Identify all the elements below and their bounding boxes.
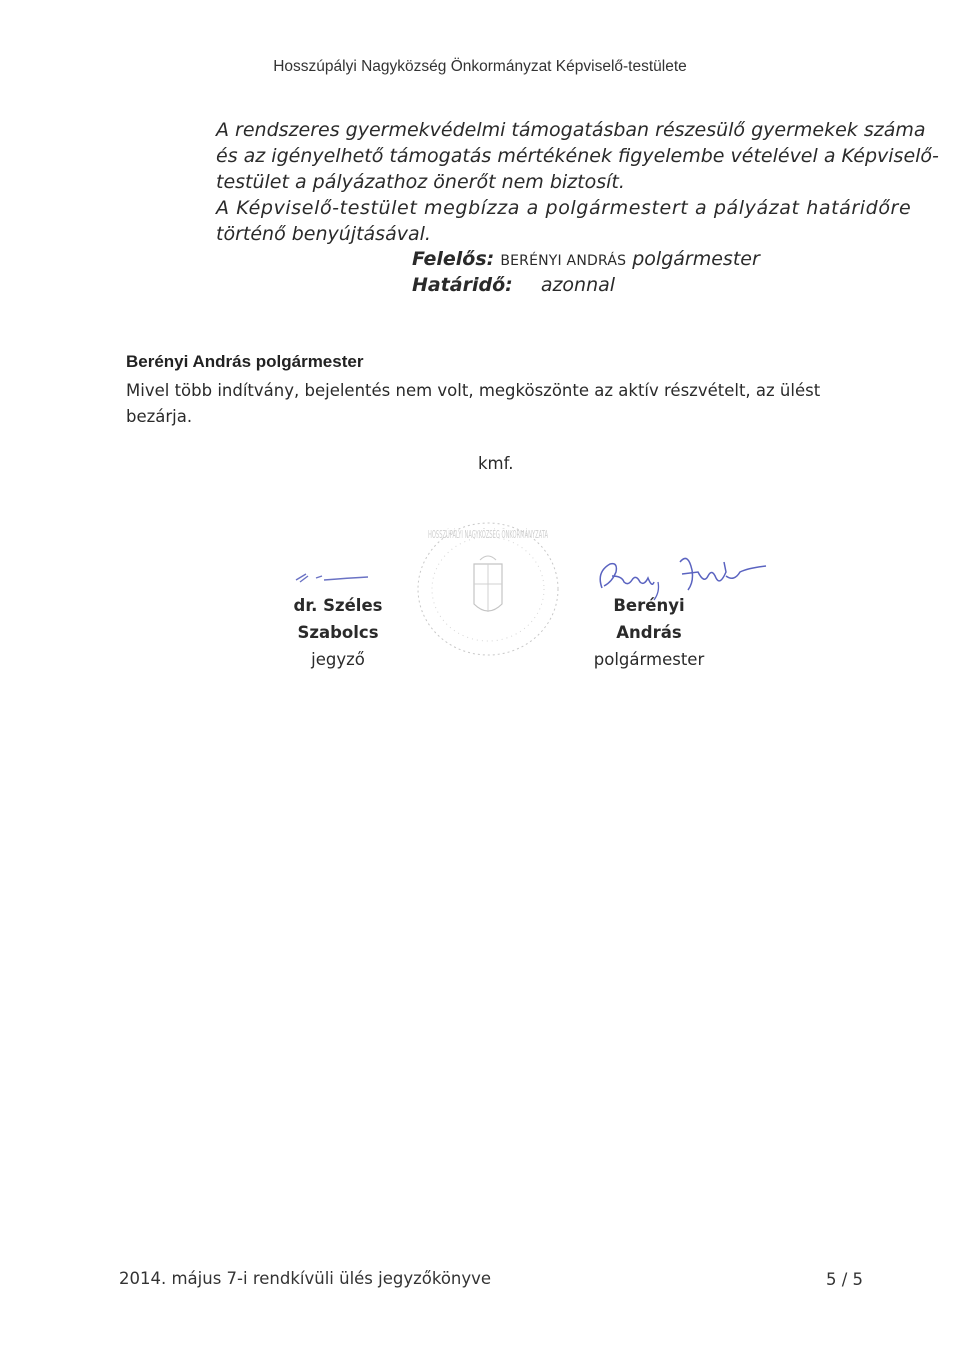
responsible-label: Felelős:	[412, 248, 495, 270]
resolution-line-2: és az igényelhető támogatás mértékének figyelembe vételével a Képviselő-	[216, 145, 939, 167]
closing-text: Mivel több indítvány, bejelentés nem volt, megköszönte az aktív részvételt, az ülést bezárja.	[126, 381, 821, 426]
kmf-label: kmf.	[478, 454, 514, 473]
page-header: Hosszúpályi Nagyközség Önkormányzat Képviselő-testülete	[273, 58, 687, 75]
resolution-line-4: A Képviselő-testület megbízza a polgármestert a pályázat határidőre	[216, 197, 912, 219]
notary-name: dr. Széles Szabolcs	[293, 596, 383, 642]
deadline-label: Határidő:	[412, 274, 513, 296]
resolution-line-3: testület a pályázathoz önerőt nem biztosít.	[216, 171, 625, 193]
responsible-role: polgármester	[632, 248, 760, 270]
notary-block	[268, 592, 408, 673]
mayor-role: polgármester	[593, 650, 705, 669]
mayor-block	[578, 592, 720, 673]
resolution-text	[216, 117, 939, 247]
resolution-line-1: A rendszeres gyermekvédelmi támogatásban részesülő gyermekek száma	[216, 119, 926, 141]
deadline-line	[412, 272, 615, 298]
deadline-value: azonnal	[540, 274, 616, 296]
mayor-name: Berényi András	[613, 596, 685, 642]
responsible-line	[412, 246, 760, 274]
page-footer: 2014. május 7-i rendkívüli ülés jegyzőkönyve	[119, 1269, 492, 1288]
responsible-name: BERÉNYI ANDRÁS	[500, 253, 627, 269]
official-seal	[408, 516, 568, 662]
resolution-line-5: történő benyújtásával.	[216, 223, 431, 245]
speaker-name: Berényi András polgármester	[126, 352, 364, 371]
notary-signature	[288, 562, 378, 592]
seal-text: HOSSZÚPÁLYI NAGYKÖZSÉG ÖNKORMÁNYZATA	[428, 528, 549, 541]
page-number: 5 / 5	[826, 1270, 864, 1289]
notary-role: jegyző	[311, 650, 365, 669]
